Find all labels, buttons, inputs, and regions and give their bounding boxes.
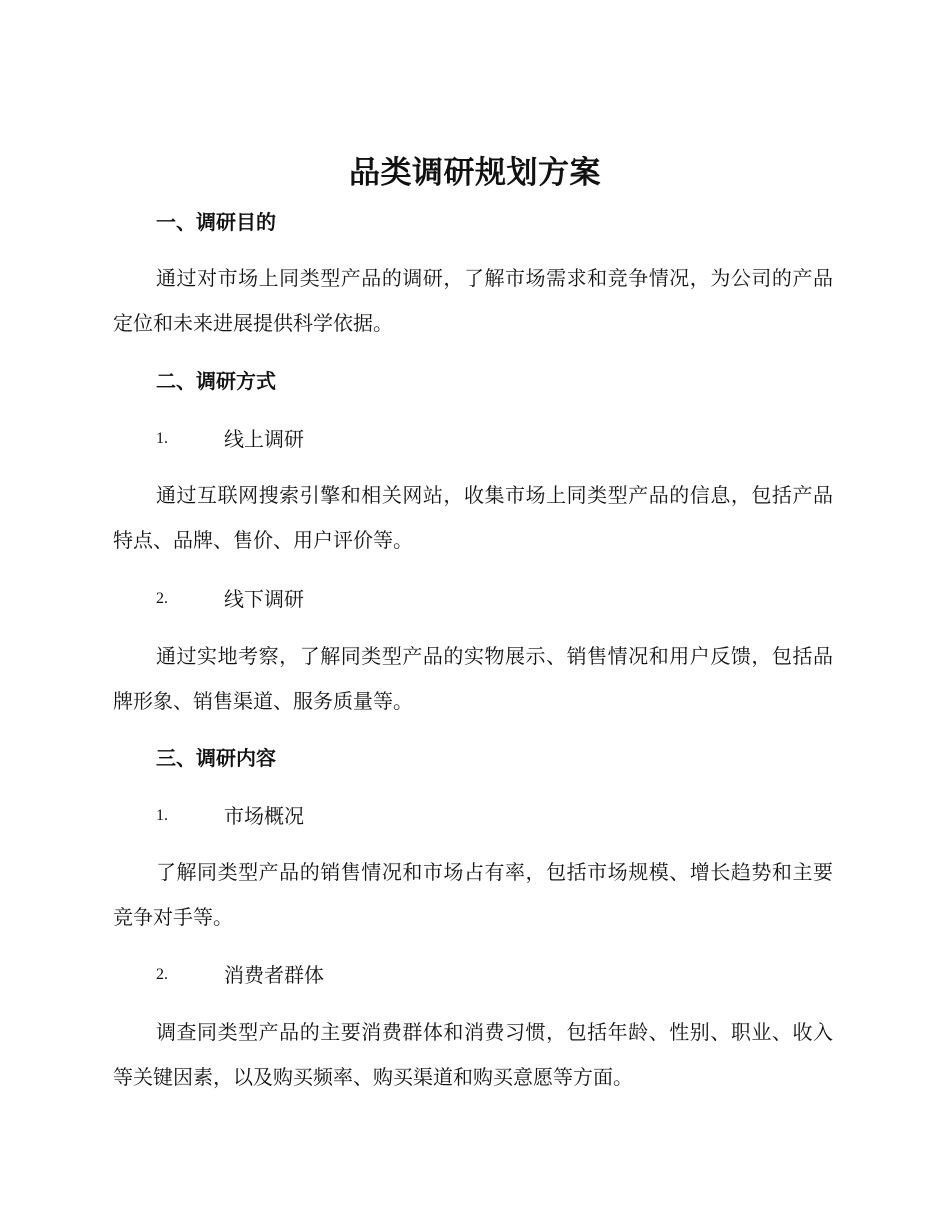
list-item-paragraph: 通过互联网搜索引擎和相关网站，收集市场上同类型产品的信息，包括产品特点、品牌、售价、用户评价等。	[113, 483, 833, 552]
list-item-number: 1.	[156, 807, 168, 824]
list-item-paragraph: 调查同类型产品的主要消费群体和消费习惯，包括年龄、性别、职业、收入等关键因素，以及购买频率、购买渠道和购买意愿等方面。	[113, 1020, 833, 1089]
list-item-label: 消费者群体	[224, 963, 324, 987]
section-heading-methods: 二、调研方式	[156, 369, 276, 393]
list-item-label: 市场概况	[224, 804, 304, 828]
list-item-label: 线下调研	[224, 587, 304, 611]
section-heading-content: 三、调研内容	[156, 746, 276, 770]
list-item-label: 线上调研	[224, 427, 304, 451]
list-item-number: 2.	[156, 590, 168, 607]
list-item-paragraph: 了解同类型产品的销售情况和市场占有率，包括市场规模、增长趋势和主要竞争对手等。	[113, 860, 833, 929]
document-title: 品类调研规划方案	[349, 155, 601, 191]
section-paragraph-purpose: 通过对市场上同类型产品的调研，了解市场需求和竞争情况，为公司的产品定位和未来进展提供科学依据。	[113, 266, 833, 335]
list-item-number: 2.	[156, 966, 168, 983]
section-heading-purpose: 一、调研目的	[156, 210, 276, 234]
list-item-number: 1.	[156, 430, 168, 447]
list-item-paragraph: 通过实地考察，了解同类型产品的实物展示、销售情况和用户反馈，包括品牌形象、销售渠道、服务质量等。	[113, 644, 833, 713]
